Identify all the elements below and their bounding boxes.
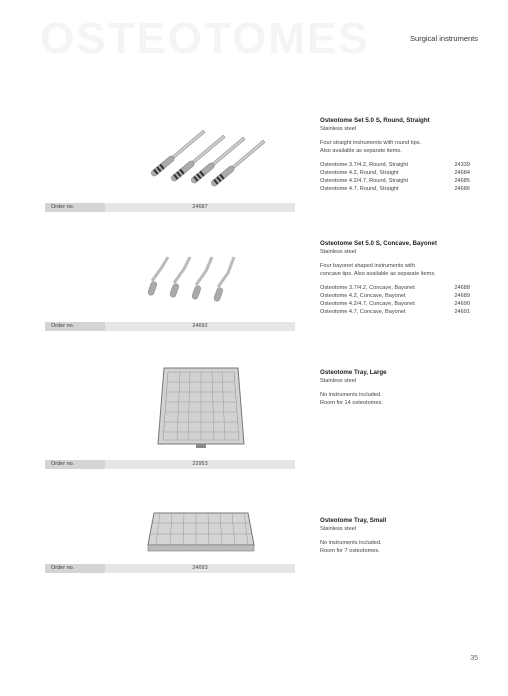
order-bar	[45, 460, 295, 469]
product-description: Also available as separate items.	[320, 148, 402, 154]
osteotome-set-straight-image	[120, 120, 280, 205]
product-description: Four straight instruments with round tips.	[320, 140, 422, 146]
product-description: Four bayonet shaped instruments with	[320, 263, 415, 269]
product-info	[320, 517, 490, 555]
list-item: Osteotome 4.7, Concave, Bayonet 24691	[320, 309, 470, 315]
list-item: Osteotome 3.7/4.2, Concave, Bayonet 24688	[320, 285, 470, 291]
list-item: Osteotome 3.7/4.2, Round, Straight 24339	[320, 162, 470, 168]
product-material: Stainless steel	[320, 126, 357, 132]
order-bar	[45, 322, 295, 331]
product-description: No instruments included.	[320, 540, 382, 546]
product-description: Room for 14 osteotomes.	[320, 400, 383, 406]
straight-osteotome	[150, 129, 266, 187]
osteotome-tray-small-image	[120, 505, 280, 555]
product-material: Stainless steel	[320, 378, 357, 384]
order-number: 24687	[105, 203, 295, 212]
osteotome-tray-large-image	[120, 362, 280, 454]
order-number: 24693	[105, 564, 295, 573]
section-title: Surgical instruments	[410, 34, 478, 43]
order-label: Order no.	[45, 460, 105, 469]
product-description: No instruments included.	[320, 392, 382, 398]
product-info	[320, 117, 490, 193]
page-number: 35	[470, 655, 478, 662]
osteotome-set-bayonet-image	[120, 235, 280, 320]
product-title: Osteotome Set 5.0 S, Concave, Bayonet	[320, 240, 437, 247]
order-label: Order no.	[45, 322, 105, 331]
product-title: Osteotome Set 5.0 S, Round, Straight	[320, 117, 430, 124]
list-item: Osteotome 4.2/4.7, Concave, Bayonet 24690	[320, 301, 470, 307]
header-watermark: OSTEOTOMES	[40, 14, 370, 63]
order-label: Order no.	[45, 203, 105, 212]
product-title: Osteotome Tray, Large	[320, 369, 387, 376]
item-list	[320, 284, 470, 316]
list-item: Osteotome 4.7, Round, Straight 24686	[320, 186, 470, 192]
order-label: Order no.	[45, 564, 105, 573]
order-bar	[45, 564, 295, 573]
product-info	[320, 369, 490, 407]
list-item: Osteotome 4.2/4.7, Round, Straight 24685	[320, 178, 470, 184]
order-bar	[45, 203, 295, 212]
product-description: concave tips. Also available as separate items.	[320, 271, 436, 277]
order-number: 22953	[105, 460, 295, 469]
product-info	[320, 240, 490, 316]
product-material: Stainless steel	[320, 526, 357, 532]
product-title: Osteotome Tray, Small	[320, 517, 387, 524]
product-description: Room for 7 osteotomes.	[320, 548, 380, 554]
product-material: Stainless steel	[320, 249, 357, 255]
item-list	[320, 161, 470, 193]
list-item: Osteotome 4.2, Round, Straight 24684	[320, 170, 470, 176]
list-item: Osteotome 4.2, Concave, Bayonet 24689	[320, 293, 470, 299]
order-number: 24692	[105, 322, 295, 331]
